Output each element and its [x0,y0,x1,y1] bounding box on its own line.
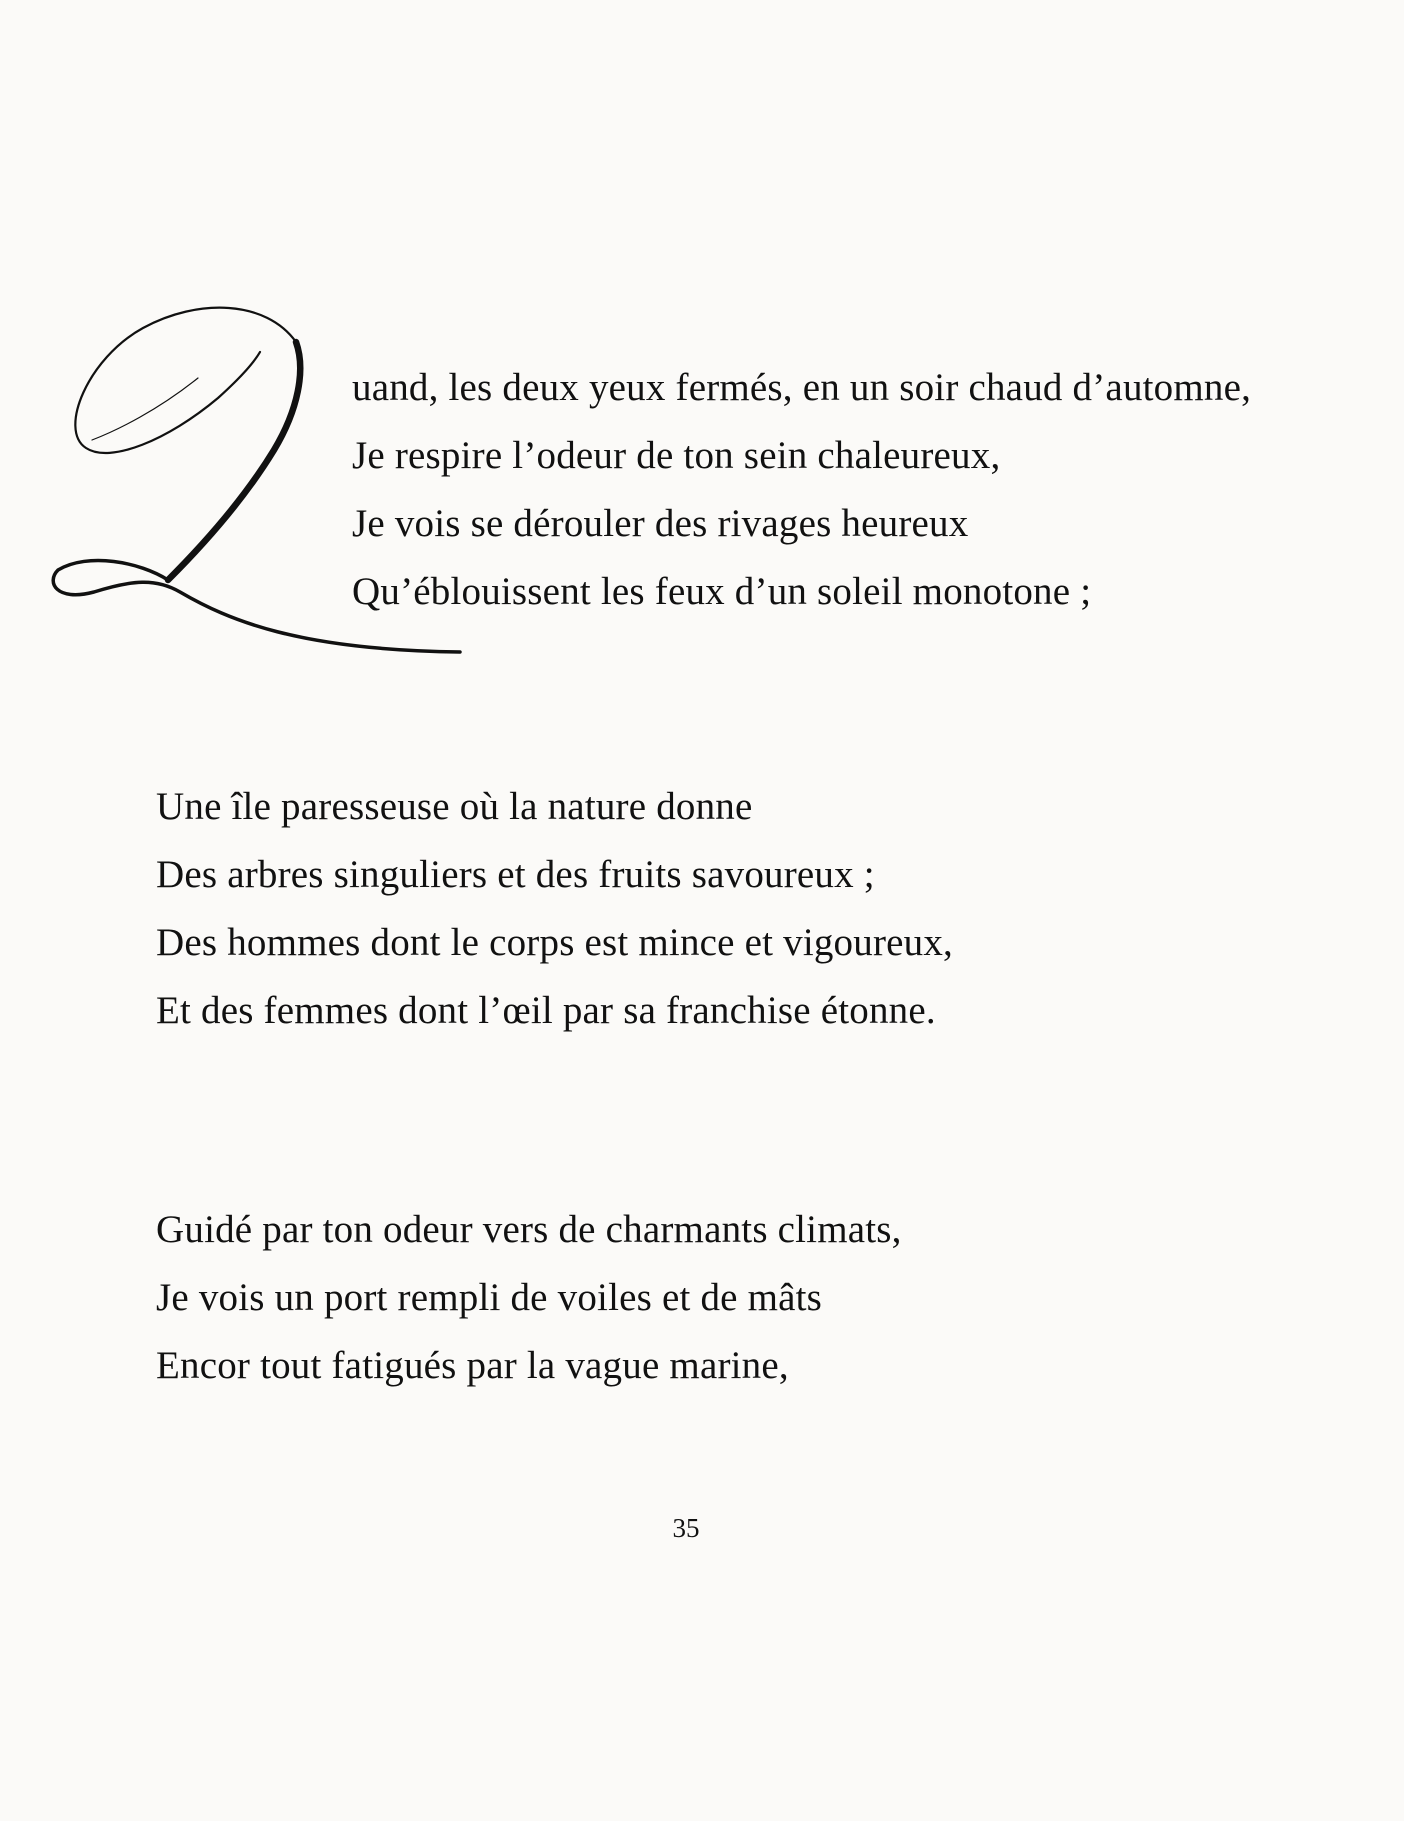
page-number: 35 [672,1513,700,1543]
verse-line: uand, les deux yeux fermés, en un soir chaud d’automne, [352,366,1252,409]
verse-line: Qu’éblouissent les feux d’un soleil monotone ; [352,570,1092,613]
verse-line: Des hommes dont le corps est mince et vigoureux, [156,921,954,964]
verse-line: Des arbres singuliers et des fruits savoureux ; [156,853,875,896]
verse-line: Je vois un port rempli de voiles et de mâts [156,1276,823,1319]
verse-line: Une île paresseuse où la nature donne [156,785,753,828]
verse-line: Guidé par ton odeur vers de charmants climats, [156,1208,902,1251]
stanza-2 [156,773,953,1045]
verse-line: Je vois se dérouler des rivages heureux [352,502,969,545]
stanza-1 [352,354,1251,626]
verse-line: Et des femmes dont l’œil par sa franchise étonne. [156,989,936,1032]
verse-line: Je respire l’odeur de ton sein chaleureux, [352,434,1001,477]
verse-line: Encor tout fatigués par la vague marine, [156,1344,789,1387]
stanza-3 [156,1196,902,1400]
